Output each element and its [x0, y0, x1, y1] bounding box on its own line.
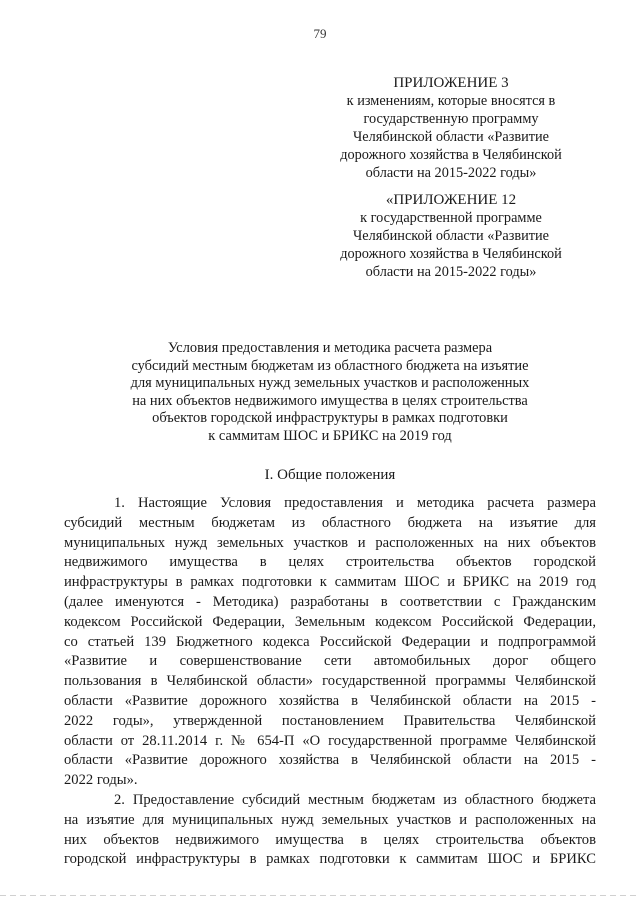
appendix-3-line: Челябинской области «Развитие — [353, 129, 549, 145]
paragraph-line: 2022 годы», утвержденной постановлением Правительства Челябинской — [64, 712, 596, 729]
body-text — [64, 494, 596, 870]
paragraph-line: области от 28.11.2014 г. № 654-П «О государственной программе Челябинской — [64, 732, 596, 749]
paragraph-line: на изъятие для муниципальных нужд земельных участков и расположенных на — [64, 811, 596, 828]
title-line: на них объектов недвижимого имущества в целях строительства — [132, 392, 528, 409]
paragraph-line: городской инфраструктуры в рамках подготовки к саммитам ШОС и БРИКС — [64, 851, 596, 868]
paragraph-line: 2022 годы». — [64, 772, 138, 789]
paragraph-line: пользования в Челябинской области» государственной программы Челябинской — [64, 673, 596, 690]
title-line: объектов городской инфраструктуры в рамках подготовки — [152, 410, 508, 426]
appendix-3-line: дорожного хозяйства в Челябинской — [340, 147, 562, 163]
page-number: 79 — [313, 26, 327, 41]
appendix-12-line: области на 2015-2022 годы» — [365, 264, 537, 280]
title-line: для муниципальных нужд земельных участков и расположенных — [130, 375, 530, 391]
appendix-12-line: к государственной программе — [360, 210, 542, 226]
appendix-3-line: к изменениям, которые вносятся в — [346, 93, 556, 109]
paragraph-line: со статьей 139 Бюджетного кодекса Российской Федерации и подпрограммой — [64, 633, 596, 650]
paragraph-line: муниципальных нужд земельных участков и расположенных на них объектов — [64, 534, 596, 551]
paragraph-line: субсидий местным бюджетам из областного бюджета на изъятие для — [64, 514, 596, 531]
appendix-3-header — [322, 74, 580, 182]
appendix-12-heading: «ПРИЛОЖЕНИЕ 12 — [385, 192, 517, 208]
paragraph-line: области «Развитие дорожного хозяйства в Челябинской области на 2015 - — [64, 692, 596, 709]
document-title — [80, 340, 580, 445]
section-heading: I. Общие положения — [264, 467, 396, 483]
title-line: к саммитам ШОС и БРИКС на 2019 год — [208, 427, 452, 444]
paragraph-line: инфраструктуры в рамках подготовки к саммитам ШОС и БРИКС на 2019 год — [64, 574, 596, 591]
paragraph-line: «Развитие и совершенствование сети автомобильных дорог общего — [64, 653, 596, 670]
paragraph-line: области «Развитие дорожного хозяйства в Челябинской области на 2015 - — [64, 752, 596, 769]
title-line: субсидий местным бюджетам из областного бюджета на изъятие — [131, 357, 529, 374]
scan-edge-divider — [0, 895, 640, 896]
appendix-12-header — [322, 191, 580, 281]
appendix-12-line: дорожного хозяйства в Челябинской — [340, 246, 562, 262]
appendix-12-line: Челябинской области «Развитие — [353, 228, 549, 244]
appendix-3-heading: ПРИЛОЖЕНИЕ 3 — [393, 75, 509, 91]
appendix-3-line: области на 2015-2022 годы» — [365, 165, 537, 181]
title-line: Условия предоставления и методика расчета размера — [167, 340, 493, 356]
paragraph-line: кодексом Российской Федерации, Земельным кодексом Российской Федерации, — [64, 613, 596, 630]
paragraph-line: 2. Предоставление субсидий местным бюджетам из областного бюджета — [114, 791, 596, 808]
paragraph-line: (далее именуются - Методика) разработаны в соответствии с Гражданским — [64, 593, 596, 610]
paragraph-line: них объектов недвижимого имущества в целях строительства объектов — [64, 831, 596, 848]
paragraph-line: 1. Настоящие Условия предоставления и методика расчета размера — [114, 495, 596, 511]
appendix-3-line: государственную программу — [363, 111, 539, 127]
paragraph-line: недвижимого имущества в целях строительства объектов городской — [64, 554, 596, 571]
